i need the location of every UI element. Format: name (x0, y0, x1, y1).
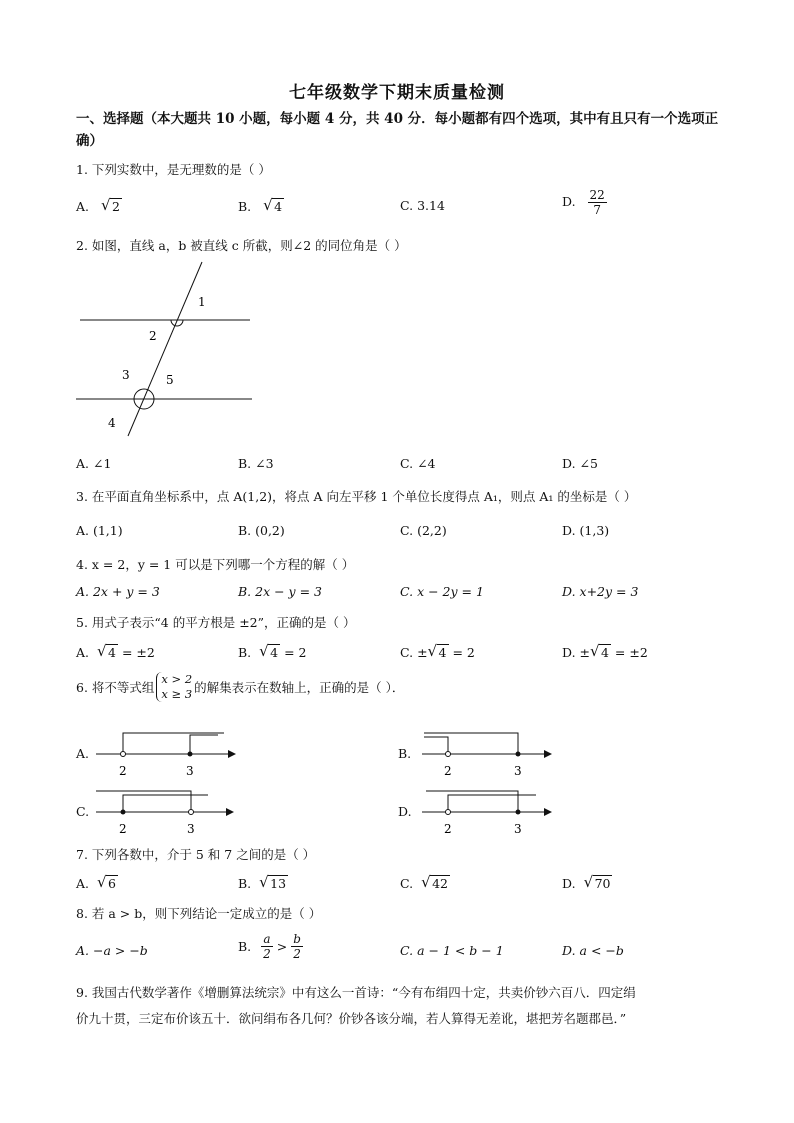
q3-option-b[interactable]: B. (0,2) (238, 523, 285, 538)
q4-option-d[interactable]: D. x+2y = 3 (562, 584, 639, 599)
q2-option-a[interactable]: A. ∠1 (76, 456, 112, 471)
q5-option-a[interactable]: A. √ 4 = ±2 (76, 642, 155, 660)
svg-text:2: 2 (119, 764, 127, 778)
q6-option-d-label[interactable]: D. (398, 804, 412, 819)
question-6-stem: 6. 将不等式组x > 2 x ≥ 3 的解集表示在数轴上，正确的是（ ）． (76, 672, 405, 701)
q5-option-d[interactable]: D. ± √ 4 = ±2 (562, 642, 648, 660)
question-1-stem: 1. 下列实数中，是无理数的是（ ） (76, 162, 271, 177)
angle-label-2: 2 (149, 329, 157, 343)
q2-figure (70, 258, 270, 438)
q8-option-d[interactable]: D. a < −b (562, 943, 624, 958)
q8-option-a[interactable]: A. −a > −b (76, 943, 148, 958)
q5-option-c[interactable]: C. ± √ 4 = 2 (400, 642, 475, 660)
q8-option-b[interactable]: B. $\frac{a}{2}$ > $\frac{b}{2}$ (238, 932, 301, 961)
q1-option-a[interactable]: A. √ 2 (76, 196, 120, 214)
svg-text:3: 3 (514, 764, 522, 778)
q1-option-d[interactable]: D. $\frac{22}{7}$ (562, 188, 605, 217)
svg-text:2: 2 (444, 764, 452, 778)
q1-option-b[interactable]: B. √ 4 (238, 196, 283, 214)
q1-option-c[interactable]: C. 3.14 (400, 198, 445, 213)
q2-option-c[interactable]: C. ∠4 (400, 456, 436, 471)
q2-option-b[interactable]: B. ∠3 (238, 456, 274, 471)
question-9-line-1: 9. 我国古代数学著作《增删算法统宗》中有这么一首诗：“今有布绢四十定，共卖价钞六百八．四定绢 (76, 985, 636, 1000)
q4-option-c[interactable]: C. x − 2y = 1 (400, 584, 484, 599)
q3-option-d[interactable]: D. (1,3) (562, 523, 610, 538)
section-heading: 一、选择题（本大题共 10 小题，每小题 4 分，共 40 分．每小题都有四个选项，其中有且只有一个选项正确） (76, 111, 719, 149)
q7-option-a[interactable]: A. √ 6 (76, 873, 116, 891)
line-c (128, 262, 202, 436)
svg-text:2: 2 (119, 822, 127, 836)
angle-label-3: 3 (122, 368, 130, 382)
q4-option-b[interactable]: B. 2x − y = 3 (238, 584, 322, 599)
question-3-stem: 3. 在平面直角坐标系中，点 A(1,2)，将点 A 向左平移 1 个单位长度得点 A₁，则点 A₁ 的坐标是（ ） (76, 489, 637, 504)
svg-text:3: 3 (514, 822, 522, 836)
svg-text:3: 3 (186, 764, 194, 778)
svg-text:3: 3 (187, 822, 195, 836)
angle-label-1: 1 (198, 295, 206, 309)
page-title: 七年级数学下期末质量检测 (289, 83, 505, 103)
question-8-stem: 8. 若 a > b，则下列结论一定成立的是（ ） (76, 906, 322, 921)
q7-option-b[interactable]: B. √ 13 (238, 873, 287, 891)
question-4-stem: 4. x = 2，y = 1 可以是下列哪一个方程的解（ ） (76, 557, 355, 572)
q6-option-b-label[interactable]: B. (398, 746, 412, 761)
question-9-line-2: 价九十贯，三定布价该五十．欲问绢布各几何？价钞各该分端，若人算得无差讹，堪把芳名题郡邑．” (76, 1011, 627, 1026)
q6-option-c-label[interactable]: C. (76, 804, 90, 819)
question-2-stem: 2. 如图，直线 a，b 被直线 c 所截，则∠2 的同位角是（ ） (76, 238, 407, 253)
q6-option-a-numberline[interactable] (90, 725, 240, 780)
question-7-stem: 7. 下列各数中，介于 5 和 7 之间的是（ ） (76, 847, 316, 862)
q4-option-a[interactable]: A. 2x + y = 3 (76, 584, 160, 599)
q6-option-d-numberline[interactable] (418, 783, 558, 838)
q8-option-c[interactable]: C. a − 1 < b − 1 (400, 943, 504, 958)
q6-option-a-label[interactable]: A. (76, 746, 90, 761)
q7-option-c[interactable]: C. √ 42 (400, 873, 448, 891)
q5-option-b[interactable]: B. √ 4 = 2 (238, 642, 307, 660)
angle-label-4: 4 (108, 416, 116, 430)
svg-text:2: 2 (444, 822, 452, 836)
angle-label-5: 5 (166, 373, 174, 387)
question-5-stem: 5. 用式子表示“4 的平方根是 ±2”，正确的是（ ） (76, 615, 356, 630)
q6-option-c-numberline[interactable] (90, 783, 240, 838)
q6-option-b-numberline[interactable] (418, 725, 558, 780)
q3-option-c[interactable]: C. (2,2) (400, 523, 447, 538)
inequality-system: x > 2 x ≥ 3 (156, 672, 192, 702)
q2-option-d[interactable]: D. ∠5 (562, 456, 598, 471)
q3-option-a[interactable]: A. (1,1) (76, 523, 123, 538)
q7-option-d[interactable]: D. √ 70 (562, 873, 611, 891)
